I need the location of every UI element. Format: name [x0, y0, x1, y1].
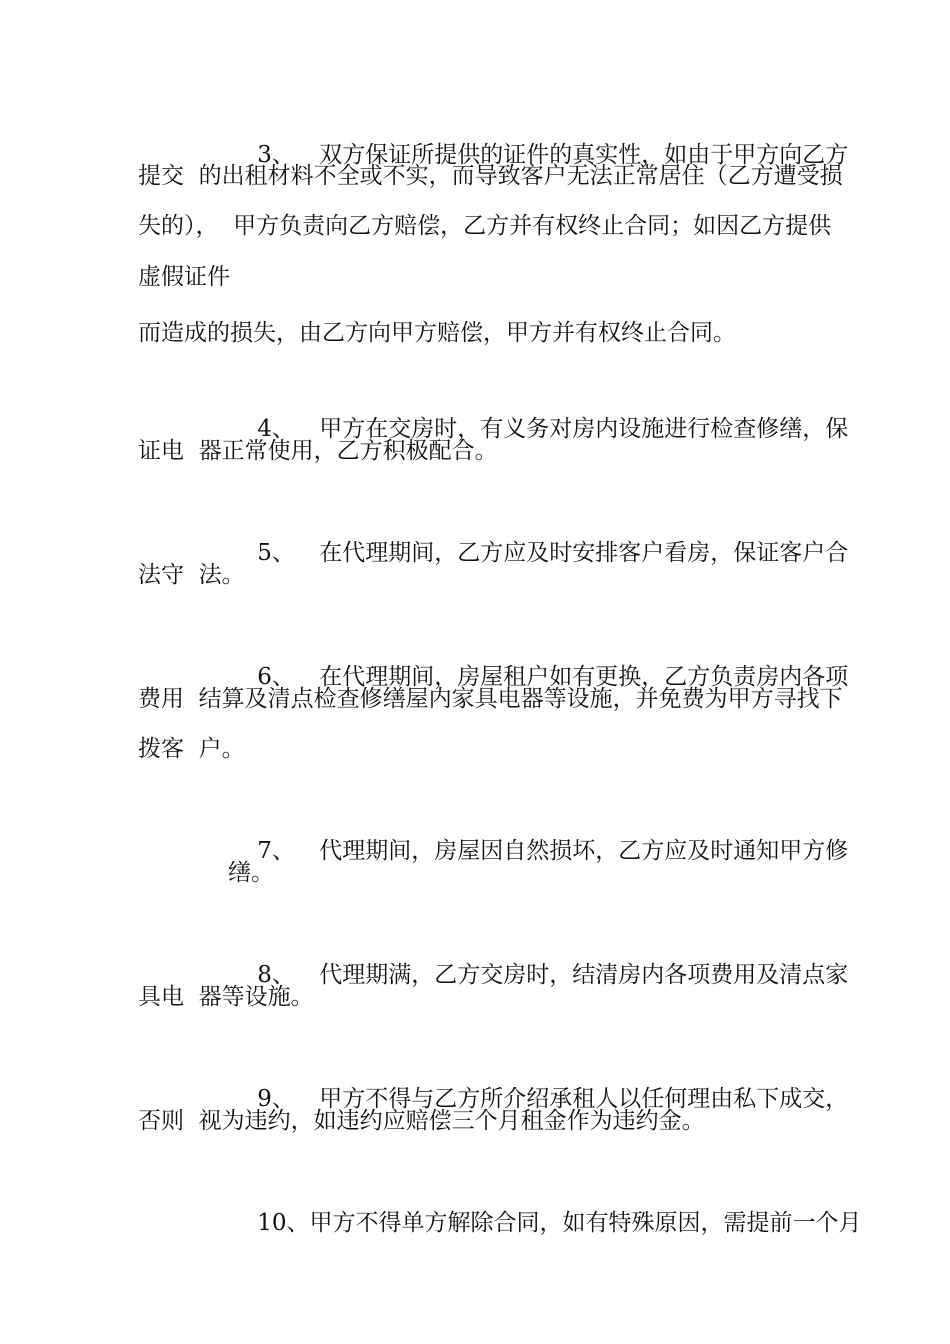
clause-3-line-5: 而造成的损失，由乙方向甲方赔偿，甲方并有权终止合同。	[138, 320, 736, 346]
clause-3-line-3: 失的）， 甲方负责向乙方赔偿，乙方并有权终止合同；如因乙方提供	[138, 213, 832, 239]
clause-7-line-2: 缮。	[228, 860, 274, 886]
clause-7-number: 7、	[257, 838, 295, 864]
clause-9-line-2: 否则 视为违约，如违约应赔偿三个月租金作为违约金。	[138, 1108, 705, 1134]
clause-9-number: 9、	[257, 1086, 295, 1112]
clause-7-line-1: 代理期间，房屋因自然损坏，乙方应及时通知甲方修	[319, 838, 849, 864]
clause-5-line-1: 在代理期间，乙方应及时安排客户看房，保证客户合	[319, 540, 849, 566]
clause-3-line-1: 双方保证所提供的证件的真实性，如由于甲方向乙方	[319, 142, 849, 168]
clause-6-line-2: 费用 结算及清点检查修缮屋内家具电器等设施，并免费为甲方寻找下	[138, 686, 843, 712]
clause-10-first-line	[228, 1181, 862, 1265]
clause-4-line-2: 证电 器正常使用，乙方积极配合。	[138, 438, 498, 464]
clause-6-number: 6、	[257, 664, 295, 690]
clause-3-number: 3、	[257, 142, 295, 168]
clause-4-line-1: 甲方在交房时，有义务对房内设施进行检查修缮，保	[319, 416, 849, 442]
clause-3-line-2: 提交 的出租材料不全或不实，而导致客户无法正常居住（乙方遭受损	[138, 163, 843, 189]
clause-5-number: 5、	[257, 540, 295, 566]
clause-10-number: 10、	[257, 1210, 310, 1236]
clause-4-number: 4、	[257, 416, 295, 442]
clause-5-line-2: 法守 法。	[138, 562, 245, 588]
clause-8-line-1: 代理期满，乙方交房时，结清房内各项费用及清点家	[319, 962, 849, 988]
clause-3-line-4: 虚假证件	[138, 264, 230, 290]
clause-10-line-1: 甲方不得单方解除合同，如有特殊原因，需提前一个月	[309, 1210, 862, 1236]
clause-9-line-1: 甲方不得与乙方所介绍承租人以任何理由私下成交，	[319, 1086, 849, 1112]
clause-6-line-1: 在代理期间，房屋租户如有更换，乙方负责房内各项	[319, 664, 849, 690]
clause-8-number: 8、	[257, 962, 295, 988]
clause-8-line-2: 具电 器等设施。	[138, 984, 314, 1010]
clause-6-line-3: 拨客 户。	[138, 736, 245, 762]
